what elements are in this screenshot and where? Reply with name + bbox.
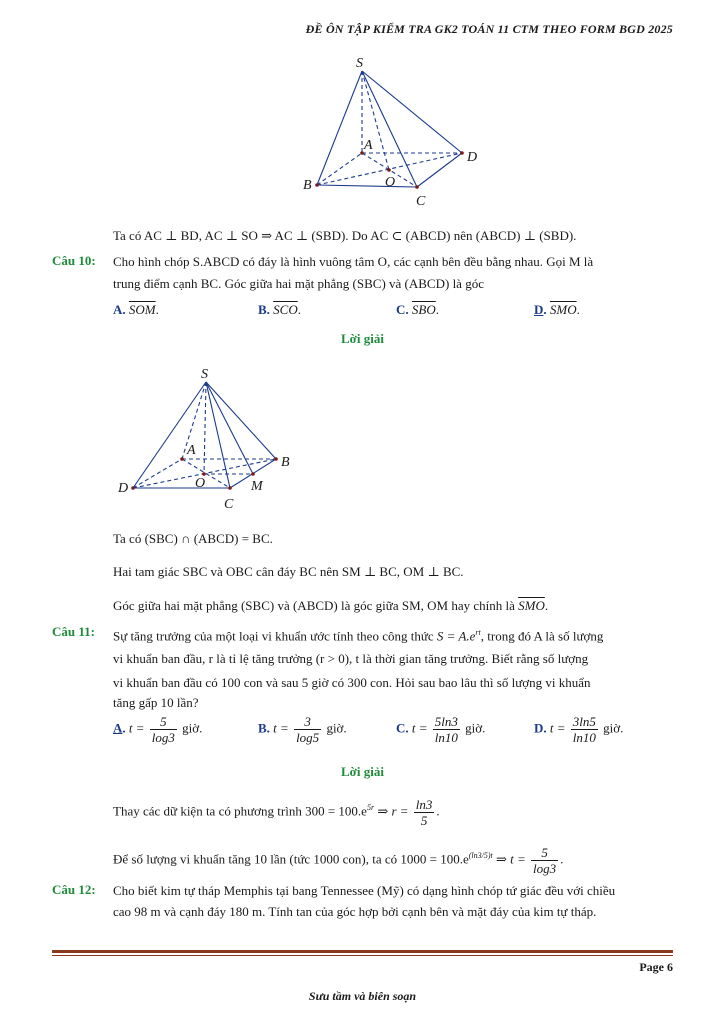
label-a: A — [187, 443, 196, 458]
q12-label: Câu 12: — [52, 882, 96, 897]
q10-label: Câu 10: — [52, 253, 96, 268]
q10-solution-line2: Hai tam giác SBC và OBC cân đáy BC nên SM ⊥ BC, OM ⊥ BC. — [113, 564, 464, 579]
q11-solution-line1: Thay các dữ kiện ta có phương trình $300 = 100.e^{5r}$ ⇒ r = $\frac{\ln 3}{5}$ . — [113, 796, 440, 828]
label-d: D — [118, 481, 129, 496]
page-footer: Sưu tầm và biên soạn — [308, 989, 417, 1003]
q11-line4: tăng gấp 10 lần? — [113, 695, 199, 710]
q11-solution-title: Lời giải — [341, 764, 384, 779]
q10-option-a[interactable]: A. $\overline{SOM}$. — [113, 302, 159, 317]
label-b: B — [281, 455, 290, 470]
q11-line3: vi khuẩn ban đầu có 100 con và sau 5 giờ có 300 con. Hỏi sau bao lâu thì số lượng vi khuẩn — [113, 675, 591, 690]
label-s: S — [356, 56, 363, 71]
q10-solution-line3: Góc giữa hai mặt phẳng (SBC) và (ABCD) là góc giữa SM, OM hay chính là $\overline{SMO}$. — [113, 598, 549, 613]
q10-line2: trung điểm cạnh BC. Góc giữa hai mặt phẳng (SBC) và (ABCD) là góc — [113, 276, 484, 291]
page-header: ĐỀ ÔN TẬP KIỂM TRA GK2 TOÁN 11 CTM THEO FORM BGD 2025 — [305, 22, 673, 36]
q11-option-b[interactable]: B. t = $\frac{3}{\log 5}$ giờ. — [258, 714, 347, 745]
page-number: Page 6 — [639, 960, 673, 974]
q10-option-d[interactable]: D. $\overline{SMO}$. — [534, 302, 580, 317]
footer-rule — [52, 950, 673, 953]
q12-line1: Cho biết kim tự tháp Memphis tại bang Tennessee (Mỹ) có dạng hình chóp tứ giác đều với chiều — [113, 883, 616, 898]
label-o: O — [385, 175, 396, 190]
label-d: D — [467, 150, 478, 165]
label-a: A — [364, 138, 373, 153]
q11-option-d[interactable]: D. t = $\frac{3\ln 5}{\ln 10}$ giờ. — [534, 714, 624, 745]
q9-solution-text: Ta có AC ⊥ BD, AC ⊥ SO ⇒ AC ⊥ (SBD). Do AC ⊂ (ABCD) nên (ABCD) ⊥ (SBD). — [113, 228, 577, 243]
label-m: M — [251, 479, 263, 494]
q11-label: Câu 11: — [52, 624, 95, 639]
q12-line2: cao 98 m và cạnh đáy 180 m. Tính tan của góc hợp bởi cạnh bên và mặt đáy của kim tự tháp. — [113, 904, 597, 919]
q10-line1: Cho hình chóp S.ABCD có đáy là hình vuông tâm O, các cạnh bên đều bằng nhau. Gọi M là — [113, 254, 594, 269]
q10-solution-line1: Ta có (SBC) ∩ (ABCD) = BC. — [113, 531, 273, 546]
footer-rule-thin — [52, 955, 673, 956]
q11-option-a[interactable]: A. t = $\frac{5}{\log 3}$ giờ. — [113, 714, 203, 745]
pyramid-figure-2 — [110, 362, 310, 517]
label-b: B — [303, 178, 312, 193]
q11-line1: Sự tăng trưởng của một loại vi khuẩn ước tính theo công thức $S = A.e^{rt}$, trong đó A là số lượng — [113, 628, 604, 644]
q10-option-c[interactable]: C. $\overline{SBO}$. — [396, 302, 439, 317]
q11-option-c[interactable]: C. t = $\frac{5\ln 3}{\ln 10}$ giờ. — [396, 714, 486, 745]
q10-solution-title: Lời giải — [341, 331, 384, 346]
label-o: O — [195, 476, 206, 491]
q11-line2: vi khuẩn ban đầu, r là tỉ lệ tăng trưởng (r > 0), t là thời gian tăng trưởng. Biết rằng số lượng — [113, 651, 589, 666]
pyramid-figure-1 — [290, 55, 490, 210]
label-c: C — [416, 194, 426, 209]
label-c: C — [224, 497, 234, 512]
label-s: S — [201, 367, 208, 382]
q10-option-b[interactable]: B. $\overline{SCO}$. — [258, 302, 301, 317]
q11-solution-line2: Để số lượng vi khuẩn tăng 10 lần (tức 1000 con), ta có $1000 = 100.e^{(ln3/5)t}$ ⇒ t = $\frac{5}{\log 3}$ . — [113, 844, 564, 876]
